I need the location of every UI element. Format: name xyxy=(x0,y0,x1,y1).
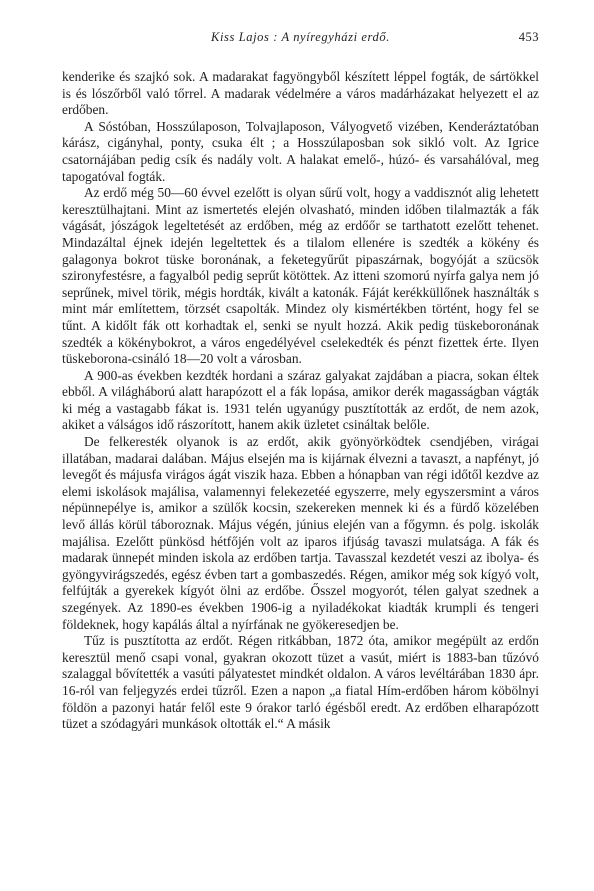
body-text xyxy=(62,69,539,733)
paragraph-fish: A Sóstóban, Hosszúlaposon, Tolvajlaposon, Vályogvető vizében, Kenderáztatóban kárász, cigányhal, ponty, csuka élt ; a Hosszúlaposban sok sikló volt. Az Igrice csatornájában pedig csík és nadály volt. A halakat emelő-, húzó- és varsahálóval, meg tapogatóval fogták. xyxy=(62,118,539,184)
paragraph-visitors: De felkeresték olyanok is az erdőt, akik gyönyörködtek csendjében, virágai illatában, madarai dalában. Május elsején ma is kijárnak élvezni a tavaszt, a napfényt, jó levegőt és májusfa virágos ágát viszik haza. Ebben a hónapban van régi időtől kezdve az elemi iskolások majálisa, valamennyi felekezetéé egyszerre, mely egyszersmint a város népünnepélye is, amikor a szülők kocsin, szekereken mennek ki és a fürdő közelében levő állás körül táboroznak. Május végén, június elején van a főgymn. és polg. iskolák majálisa. Ezelőtt pünkösd hétfőjén volt az iparos ifjúság tavaszi mulatsága. A fák és madarak ünnepét minden iskola az erdőben tartja. Tavasszal kezdetét veszi az ibolya- és gyöngyvirágszedés, egész évben tart a gombaszedés. Régen, amikor még sok kígyó volt, felfújták a gyerekek kígyót ölni az erdőbe. Ősszel mogyorót, télen galyat szednek a szegények. Az 1890-es években 1906-ig a nyiladékokat kiadták krumpli és tengeri földeknek, hogy kapálás által a nyírfának ne gyökeresedjen be. xyxy=(62,434,539,632)
paragraph-forest-density: Az erdő még 50—60 évvel ezelőtt is olyan sűrű volt, hogy a vaddisznót alig lehetett keresztülhajtani. Mint az ismertetés elején olvasható, minden időben tilalmazták a fák vágását, jószágok legeltetését az erdőben, még az erdőőr se tarthatott ezelőtt tehenet. Mindazáltal éjnek idején legeltettek és a tilalom ellenére is szedték a kökény és galagonya bokrot tüske boronának, a feketegyűrűt pipaszárnak, bogyóját a szücsök szironyfestésre, a fagyalból pedig seprűt kötöttek. Az itteni szomorú nyírfa galya nem jó seprűnek, mivel törik, mégis hordták, kivált a katonák. Fáját kerékküllőnek használták s mint már említettem, törzsét csapolták. Mindez oly kismértékben történt, hogy fel se tűnt. A kidőlt fák ott korhadtak el, senki se nyult hozzá. Akik pedig tüskeboronának szedték a kökénybokrot, a város engedélyével cselekedték és pénzt fizettek érte. Ilyen tüskeborona-csináló 18—20 volt a városban. xyxy=(62,185,539,367)
paragraph-fire: Tűz is pusztította az erdőt. Régen ritkábban, 1872 óta, amikor megépült az erdőn keresztül menő csapi vonal, gyakran okozott tüzet a vasút, miért is 1883-ban tűzóvó szalaggal bővítették a vasúti pályatestet mindkét oldalon. A város levéltárában 1830 ápr. 16-ról van feljegyzés erdei tűzről. Ezen a napon „a fiatal Hím-erdőben három köbölnyi földön a pazonyi határ felől este 9 órakor tarló égésből eredt. Az erdőben elharapózott tüzet a szódagyári munkások oltották el.“ A másik xyxy=(62,633,539,732)
page-number: 453 xyxy=(518,30,539,44)
paragraph-900s: A 900-as években kezdték hordani a száraz galyakat zajdában a piacra, sokan éltek ebből. A világháború alatt harapózott el a fák lopása, amikor derék magasságban vágták ki még a vastagabb fákat is. 1931 telén ugyanúgy pusztították az erdőt, de nem azok, akiket a válságos idő rászorított, hanem akik üzletet csináltak belőle. xyxy=(62,367,539,433)
paragraph-continuation: kenderike és szajkó sok. A madarakat fagyöngyből készített léppel fogták, de sártökkel is és lószőrből való tőrrel. A madarak védelmére a város madárházakat helyezett el az erdőben. xyxy=(62,69,539,118)
running-title: Kiss Lajos : A nyíregyházi erdő. xyxy=(211,30,390,44)
running-head xyxy=(62,30,539,46)
